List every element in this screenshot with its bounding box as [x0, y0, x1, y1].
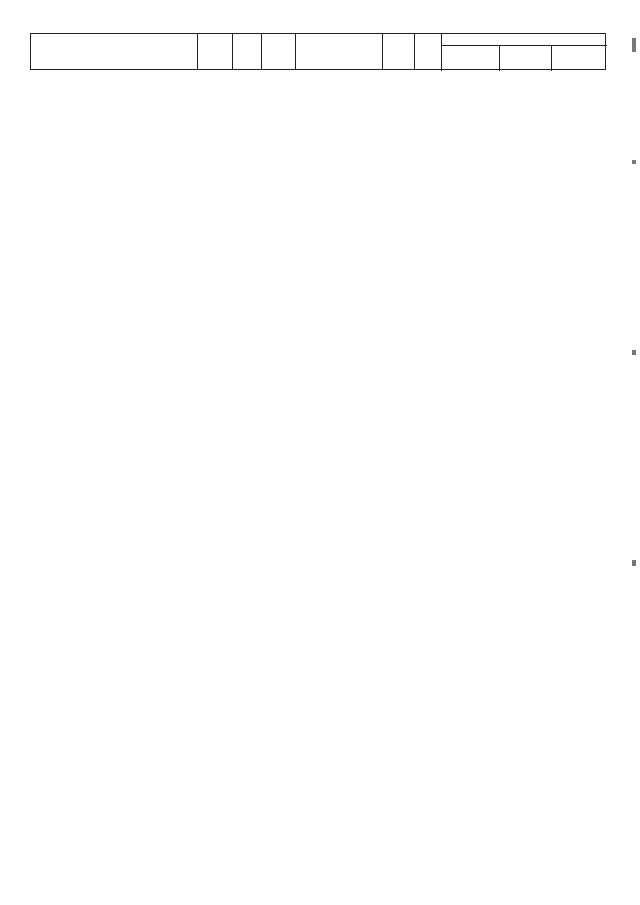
scan-edge-mark — [632, 350, 636, 355]
header-name — [31, 34, 197, 69]
scan-edge-mark — [632, 160, 636, 164]
header-razdel — [232, 34, 261, 69]
header-target — [295, 34, 382, 69]
header-2019 — [551, 46, 607, 71]
header-sum — [441, 34, 607, 46]
header-2018 — [499, 46, 551, 71]
header-min — [197, 34, 232, 69]
scan-edge-mark — [632, 38, 636, 52]
header-vid — [382, 34, 414, 69]
table-header — [30, 33, 606, 70]
header-2017 — [441, 46, 499, 71]
header-podrazdel — [261, 34, 295, 69]
scan-edge-mark — [632, 560, 636, 566]
header-spacer — [414, 34, 441, 69]
